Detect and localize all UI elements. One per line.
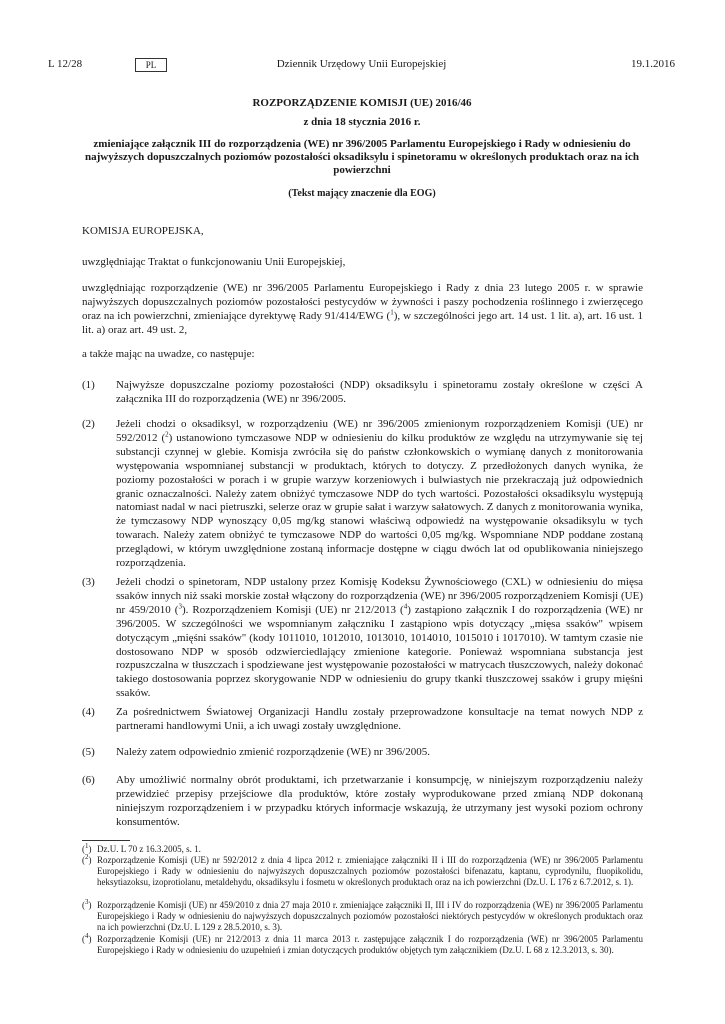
recital-number: (4) (82, 706, 95, 718)
footnote-text: Rozporządzenie Komisji (UE) nr 592/2012 z dnia 4 lipca 2012 r. zmieniające załączniki II i III do rozporządzenia (WE) nr 396/2005 Parlamentu Europejskiego i Rady w odniesieniu do najwyższych dopuszczalnych poziomów pozostałości bifenazatu, kaptanu, cyprodynilu, fluopikolidu, heksytiazoksu, izoprotiolanu, metaldehydu, oksadiksylu i fosmetu w określonych produktach oraz na ich powierzchni (Dz.U. L 176 z 6.7.2012, s. 1). (97, 855, 643, 887)
recital-number: (5) (82, 746, 95, 758)
footnote-text: Rozporządzenie Komisji (UE) nr 459/2010 z dnia 27 maja 2010 r. zmieniające załączniki II, III i IV do rozporządzenia (WE) nr 396/2005 Parlamentu Europejskiego i Rady w odniesieniu do najwyższych dopuszczalnych poziomów pozostałości niektórych pestycydów w określonych produktach oraz na ich powierzchni (Dz.U. L 129 z 28.5.2010, s. 3). (97, 900, 643, 932)
regulation-title-block (82, 97, 642, 200)
footnote-number: ($^4$) (82, 932, 92, 944)
recital-number: (1) (82, 379, 95, 391)
recital-text-part: ) zastąpiono załącznik I do rozporządzenia (WE) nr 396/2005. W szczególności we wspomnianym załączniku I zastąpiono wpis dotyczący „mięsa ssaków" wpisem dotyczącym „mięśni ssaków" (kody 1011010, 1012010, 1013010, 1014010, 1015010 i 1017010). W tamtym czasie nie dostosowano NDP w sposób odzwierciedlający zmienione kategorie. Ponieważ wspomniana substancja jest rozpuszczalna w tłuszczach i spodziewane jest występowanie pozostałości w matrycach tłuszczowych, należy dokonać takiego dostosowania poprzez skorygowanie NDP w odniesieniu do grupy tkanki tłuszczowej ssaków i grupy mięśni ssaków. (116, 603, 643, 700)
language-badge: PL (135, 58, 167, 72)
footnote-text: Rozporządzenie Komisji (UE) nr 212/2013 z dnia 11 marca 2013 r. zastępujące załącznik I do rozporządzenia (WE) nr 396/2005 Parlamentu Europejskiego i Rady w odniesieniu do uzupełnień i zmian dotyczących produktów objętych tym załącznikiem (Dz.U. L 68 z 12.3.2013, s. 30). (97, 934, 643, 955)
whereas-line: a także mając na uwadze, co następuje: (82, 348, 255, 360)
regulation-clause (82, 282, 643, 338)
treaty-clause: uwzględniając Traktat o funkcjonowaniu Unii Europejskiej, (82, 256, 346, 268)
footnote-ref[interactable]: 2 (165, 430, 169, 439)
recital-number: (6) (82, 774, 95, 786)
recital-number: (2) (82, 418, 95, 430)
recital-text-part: Jeżeli chodzi o spinetoram, NDP ustalony przez Komisję Kodeksu Żywnościowego (CXL) w odniesieniu do mięsa ssaków innych niż ssaki morskie został włączony do rozporządzenia (WE) nr 396/2005 rozporządzeniem Komisji (UE) nr 459/2010 ( (116, 576, 643, 616)
footnote-number-value: 2 (85, 853, 89, 861)
eea-relevance: (Tekst mający znaczenie dla EOG) (288, 188, 436, 199)
footnote-number: ($^2$) (82, 853, 92, 865)
footnote-number: ($^3$) (82, 898, 92, 910)
regulation-clause-text: uwzględniając rozporządzenie (WE) nr 396/2005 Parlamentu Europejskiego i Rady z dnia 23 lutego 2005 r. w sprawie najwyższych dopuszczalnych poziomów pozostałości pestycydów w żywności i paszy pochodzenia roślinnego i zwierzęcego oraz na ich powierzchni, zmieniające dyrektywę Rady 91/414/EWG ( (82, 282, 643, 322)
journal-title: Dziennik Urzędowy Unii Europejskiej (276, 58, 447, 70)
recital-text-part: Jeżeli chodzi o oksadiksyl, w rozporządzeniu (WE) nr 396/2005 zmienionym rozporządzeniem Komisji (UE) nr 592/2012 ( (116, 418, 643, 444)
regulation-number: ROZPORZĄDZENIE KOMISJI (UE) 2016/46 (252, 97, 472, 109)
footnote-number-value: 1 (85, 842, 89, 850)
footnote-number-value: 3 (85, 898, 89, 906)
recital-text: Należy zatem odpowiednio zmienić rozporządzenie (WE) nr 396/2005. (116, 746, 430, 758)
regulation-subject: zmieniające załącznik III do rozporządzenia (WE) nr 396/2005 Parlamentu Europejskiego i Rady w odniesieniu do najwyższych dopuszczalnych poziomów pozostałości oksadiksylu i spinetoramu w określonych produktach oraz na ich powierzchni (85, 138, 639, 176)
page-header (48, 58, 675, 74)
footnote-number-value: 4 (85, 932, 89, 940)
recital-text (116, 576, 643, 701)
regulation-date: z dnia 18 stycznia 2016 r. (303, 116, 421, 128)
footnote-ref[interactable]: 4 (403, 602, 408, 611)
recital-text-part: ). Rozporządzeniem Komisji (UE) nr 212/2013 ( (181, 603, 404, 616)
page-reference: L 12/28 (48, 58, 83, 70)
footnote-separator (82, 840, 130, 841)
recital-text-part: ) ustanowiono tymczasowe NDP w odniesieniu do kilku produktów ze względu na utrzymywanie się tej substancji czynnej w glebie. Komisja zwróciła się do państw członkowskich o wymianę danych z monitorowania występowania wspomnianej substancji w produktach, których to dotyczy. Z przedłożonych danych wynika, że poziomy pozostałości w porach i w grupie warzyw korzeniowych i bulwiastych nie przekraczają już odpowiednich granic oznaczalności. Należy zatem obniżyć tymczasowe NDP do tych wartości. Pozostałości oksadiksylu występują natomiast nadal w naci pietruszki, selerze oraz w grupie sałat i warzyw sałatowych. Z danych z monitorowania wynika, że tymczasowy NDP wynoszący 0,05 mg/kg stanowi właściwą odpowiedź na występowanie oksadiksylu w tych towarach. Należy zatem obniżyć te tymczasowe NDP do wartości 0,05 mg/kg. Wspomniane NDP poddane zostaną przeglądowi, w którym uwzględnione zostaną informacje dostępne w ciągu dwóch lat od opublikowania niniejszego rozporządzenia. (116, 431, 643, 570)
recital-number: (3) (82, 576, 95, 588)
footnote-ref[interactable]: 1 (390, 308, 394, 317)
footnote-text: Dz.U. L 70 z 16.3.2005, s. 1. (97, 844, 201, 854)
recital-text: Aby umożliwić normalny obrót produktami, ich przetwarzanie i konsumpcję, w niniejszym rozporządzeniu należy przewidzieć przepisy przejściowe dla produktów, które zostały wyprodukowane przed zmianą NDP dokonaną niniejszym rozporządzeniem i w przypadku których informacje wskazują, że utrzymany jest wysoki poziom ochrony konsumentów. (116, 774, 643, 828)
footnote-ref[interactable]: 3 (178, 602, 182, 611)
publication-date: 19.1.2016 (631, 58, 675, 70)
recital-text: Najwyższe dopuszczalne poziomy pozostałości (NDP) oksadiksylu i spinetoramu zostały określone w części A załącznika III do rozporządzenia (WE) nr 396/2005. (116, 379, 643, 405)
commission-line: KOMISJA EUROPEJSKA, (82, 225, 204, 237)
recital-text (116, 418, 643, 571)
footnote-number: ($^1$) (82, 842, 92, 854)
regulation-clause-text-2: ), w szczególności jego art. 14 ust. 1 lit. a), art. 16 ust. 1 lit. a) oraz art. 49 ust. 2, (82, 309, 643, 336)
recital-text: Za pośrednictwem Światowej Organizacji Handlu zostały przeprowadzone konsultacje na temat nowych NDP z partnerami handlowymi Unii, a ich uwagi zostały uwzględnione. (116, 706, 643, 732)
